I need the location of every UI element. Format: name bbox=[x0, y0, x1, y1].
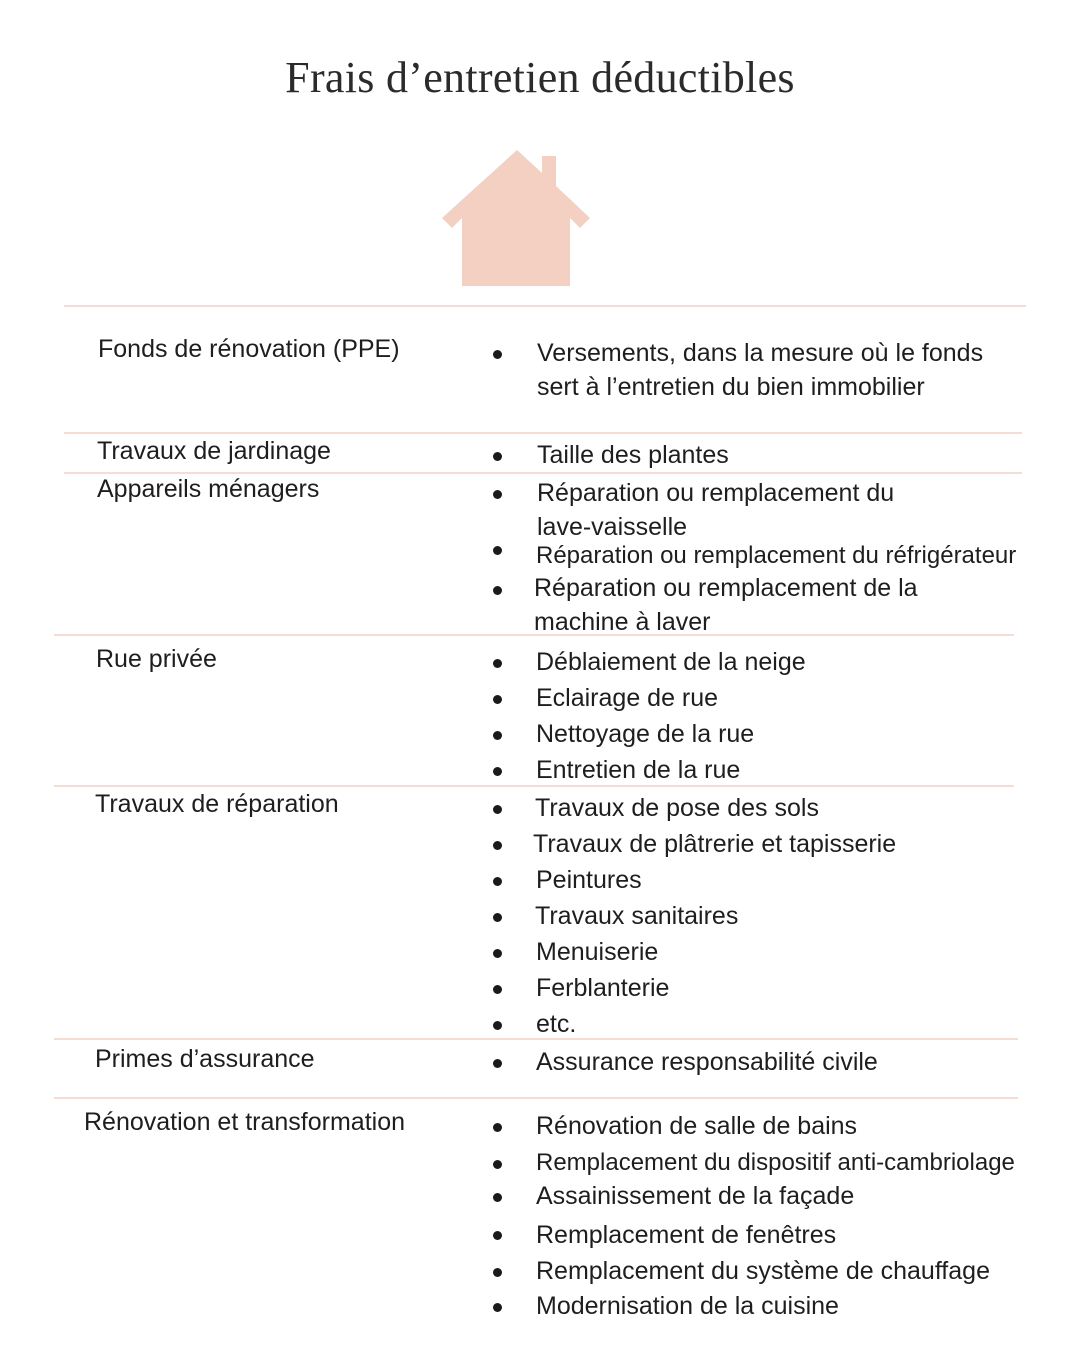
bullet-icon bbox=[493, 767, 502, 776]
bullet-icon bbox=[493, 1303, 502, 1312]
category-label: Travaux de jardinage bbox=[97, 437, 331, 465]
list-item: Nettoyage de la rue bbox=[536, 720, 755, 748]
list-item: Entretien de la rue bbox=[536, 756, 741, 784]
list-item: Versements, dans la mesure où le fonds sert à l’entretien du bien immobilier bbox=[537, 339, 984, 401]
bullet-icon bbox=[493, 546, 502, 555]
list-item: Réparation ou remplacement du réfrigérateur bbox=[536, 542, 1017, 569]
list-item: Ferblanterie bbox=[536, 974, 670, 1002]
list-item: Taille des plantes bbox=[537, 441, 729, 469]
list-item: Travaux de plâtrerie et tapisserie bbox=[533, 830, 897, 858]
bullet-icon bbox=[493, 877, 502, 886]
category-label: Rue privée bbox=[96, 645, 217, 673]
list-item: etc. bbox=[536, 1010, 577, 1038]
bullet-icon bbox=[493, 695, 502, 704]
category-label: Travaux de réparation bbox=[95, 790, 339, 818]
list-item: Remplacement du dispositif anti-cambriolage bbox=[536, 1149, 1015, 1176]
bullet-icon bbox=[493, 659, 502, 668]
list-item: Modernisation de la cuisine bbox=[536, 1292, 839, 1320]
bullet-icon bbox=[493, 949, 502, 958]
bullet-icon bbox=[493, 1268, 502, 1277]
house-icon bbox=[442, 150, 592, 290]
bullet-icon bbox=[493, 1231, 502, 1240]
page-title: Frais d’entretien déductibles bbox=[285, 53, 795, 102]
category-label: Rénovation et transformation bbox=[84, 1108, 406, 1136]
category-label: Primes d’assurance bbox=[95, 1045, 315, 1073]
bullet-icon bbox=[493, 350, 502, 359]
bullet-icon bbox=[493, 1123, 502, 1132]
list-item: Réparation ou remplacement du lave-vaisselle bbox=[537, 479, 895, 541]
list-item: Déblaiement de la neige bbox=[536, 648, 806, 676]
divider bbox=[64, 305, 1026, 307]
list-item: Assainissement de la façade bbox=[536, 1182, 855, 1210]
house-shape bbox=[442, 150, 590, 286]
bullet-icon bbox=[493, 1193, 502, 1202]
list-item: Rénovation de salle de bains bbox=[536, 1112, 858, 1140]
list-item: Eclairage de rue bbox=[536, 684, 719, 712]
list-item: Peintures bbox=[536, 866, 642, 894]
bullet-icon bbox=[493, 490, 502, 499]
divider bbox=[64, 472, 1022, 474]
divider bbox=[54, 1097, 1018, 1099]
category-label: Appareils ménagers bbox=[97, 475, 320, 503]
list-item: Assurance responsabilité civile bbox=[536, 1048, 878, 1076]
list-item: Travaux de pose des sols bbox=[535, 794, 819, 822]
divider bbox=[54, 785, 1014, 787]
list-item: Réparation ou remplacement de la machine à laver bbox=[534, 574, 918, 636]
bullet-icon bbox=[493, 452, 502, 461]
divider bbox=[64, 432, 1022, 434]
bullet-icon bbox=[493, 913, 502, 922]
bullet-icon bbox=[493, 985, 502, 994]
bullet-icon bbox=[493, 731, 502, 740]
category-label: Fonds de rénovation (PPE) bbox=[98, 335, 400, 363]
bullet-icon bbox=[493, 586, 502, 595]
bullet-icon bbox=[493, 805, 502, 814]
list-item: Menuiserie bbox=[536, 938, 659, 966]
bullet-icon bbox=[493, 1021, 502, 1030]
bullet-icon bbox=[493, 841, 502, 850]
bullet-icon bbox=[493, 1160, 502, 1169]
bullet-icon bbox=[493, 1059, 502, 1068]
list-item: Travaux sanitaires bbox=[535, 902, 739, 930]
list-item: Remplacement du système de chauffage bbox=[536, 1257, 990, 1285]
list-item: Remplacement de fenêtres bbox=[536, 1221, 837, 1249]
